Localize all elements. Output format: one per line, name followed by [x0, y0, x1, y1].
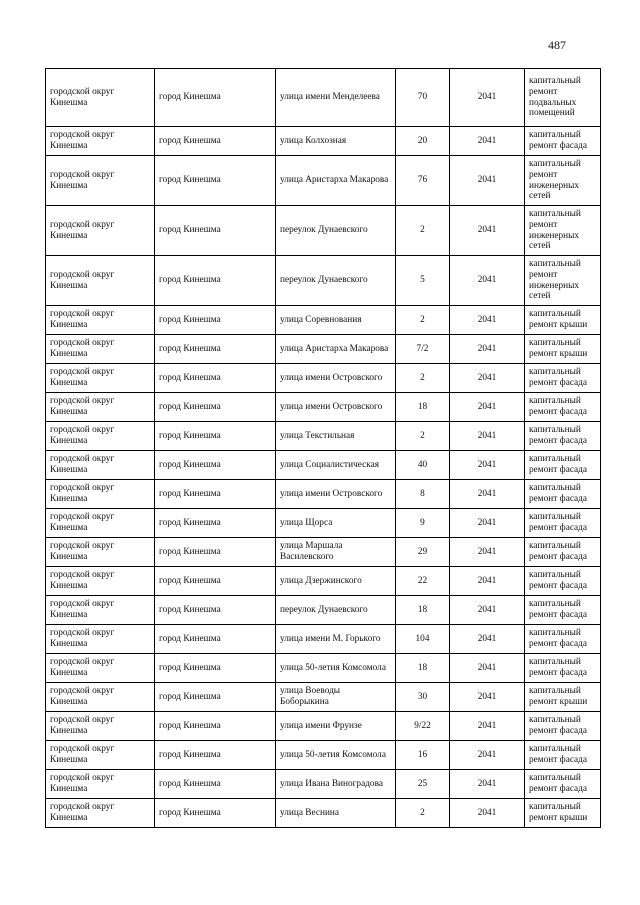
district-cell: городской округ Кинешма	[46, 156, 155, 206]
year-cell: 2041	[450, 799, 525, 828]
district-cell: городской округ Кинешма	[46, 712, 155, 741]
street-cell: улица Веснина	[276, 799, 396, 828]
table-row	[46, 422, 601, 451]
house-number-cell: 2	[396, 306, 450, 335]
locality-cell: город Кинешма	[155, 683, 276, 712]
year-cell: 2041	[450, 306, 525, 335]
house-number-cell: 70	[396, 69, 450, 127]
district-cell: городской округ Кинешма	[46, 654, 155, 683]
table-row	[46, 625, 601, 654]
street-cell: улица Соревнования	[276, 306, 396, 335]
table-row	[46, 156, 601, 206]
street-cell: улица имени Островского	[276, 393, 396, 422]
locality-cell: город Кинешма	[155, 127, 276, 156]
table-row	[46, 256, 601, 306]
street-cell: улица Ивана Виноградова	[276, 770, 396, 799]
locality-cell: город Кинешма	[155, 69, 276, 127]
house-number-cell: 9/22	[396, 712, 450, 741]
repair-schedule-table	[45, 68, 601, 828]
district-cell: городской округ Кинешма	[46, 306, 155, 335]
year-cell: 2041	[450, 654, 525, 683]
street-cell: улица имени Островского	[276, 364, 396, 393]
street-cell: улица 50-летия Комсомола	[276, 654, 396, 683]
table-row	[46, 799, 601, 828]
work-type-cell: капитальный ремонт фасада	[525, 741, 601, 770]
district-cell: городской округ Кинешма	[46, 683, 155, 712]
table-row	[46, 770, 601, 799]
work-type-cell: капитальный ремонт подвальных помещений	[525, 69, 601, 127]
work-type-cell: капитальный ремонт фасада	[525, 596, 601, 625]
table-row	[46, 306, 601, 335]
house-number-cell: 18	[396, 393, 450, 422]
street-cell: переулок Дунаевского	[276, 596, 396, 625]
work-type-cell: капитальный ремонт инженерных сетей	[525, 256, 601, 306]
house-number-cell: 30	[396, 683, 450, 712]
year-cell: 2041	[450, 480, 525, 509]
table-row	[46, 741, 601, 770]
locality-cell: город Кинешма	[155, 538, 276, 567]
street-cell: улица имени Менделеева	[276, 69, 396, 127]
table-row	[46, 364, 601, 393]
locality-cell: город Кинешма	[155, 422, 276, 451]
district-cell: городской округ Кинешма	[46, 770, 155, 799]
street-cell: улица имени Фрунзе	[276, 712, 396, 741]
street-cell: улица имени Островского	[276, 480, 396, 509]
year-cell: 2041	[450, 422, 525, 451]
work-type-cell: капитальный ремонт крыши	[525, 799, 601, 828]
table-row	[46, 712, 601, 741]
district-cell: городской округ Кинешма	[46, 422, 155, 451]
year-cell: 2041	[450, 538, 525, 567]
locality-cell: город Кинешма	[155, 741, 276, 770]
table-row	[46, 393, 601, 422]
year-cell: 2041	[450, 509, 525, 538]
locality-cell: город Кинешма	[155, 364, 276, 393]
year-cell: 2041	[450, 335, 525, 364]
locality-cell: город Кинешма	[155, 335, 276, 364]
locality-cell: город Кинешма	[155, 625, 276, 654]
district-cell: городской округ Кинешма	[46, 538, 155, 567]
work-type-cell: капитальный ремонт крыши	[525, 683, 601, 712]
work-type-cell: капитальный ремонт фасада	[525, 393, 601, 422]
street-cell: переулок Дунаевского	[276, 206, 396, 256]
district-cell: городской округ Кинешма	[46, 69, 155, 127]
work-type-cell: капитальный ремонт крыши	[525, 335, 601, 364]
year-cell: 2041	[450, 567, 525, 596]
work-type-cell: капитальный ремонт фасада	[525, 712, 601, 741]
house-number-cell: 5	[396, 256, 450, 306]
street-cell: переулок Дунаевского	[276, 256, 396, 306]
year-cell: 2041	[450, 451, 525, 480]
work-type-cell: капитальный ремонт фасада	[525, 364, 601, 393]
locality-cell: город Кинешма	[155, 451, 276, 480]
house-number-cell: 8	[396, 480, 450, 509]
house-number-cell: 29	[396, 538, 450, 567]
street-cell: улица имени М. Горького	[276, 625, 396, 654]
year-cell: 2041	[450, 364, 525, 393]
house-number-cell: 20	[396, 127, 450, 156]
year-cell: 2041	[450, 770, 525, 799]
table-row	[46, 69, 601, 127]
table-row	[46, 335, 601, 364]
district-cell: городской округ Кинешма	[46, 567, 155, 596]
year-cell: 2041	[450, 127, 525, 156]
house-number-cell: 2	[396, 799, 450, 828]
year-cell: 2041	[450, 625, 525, 654]
table-row	[46, 596, 601, 625]
table-row	[46, 451, 601, 480]
work-type-cell: капитальный ремонт фасада	[525, 654, 601, 683]
work-type-cell: капитальный ремонт инженерных сетей	[525, 156, 601, 206]
street-cell: улица 50-летия Комсомола	[276, 741, 396, 770]
house-number-cell: 25	[396, 770, 450, 799]
work-type-cell: капитальный ремонт инженерных сетей	[525, 206, 601, 256]
year-cell: 2041	[450, 156, 525, 206]
district-cell: городской округ Кинешма	[46, 451, 155, 480]
locality-cell: город Кинешма	[155, 393, 276, 422]
street-cell: улица Социалистическая	[276, 451, 396, 480]
district-cell: городской округ Кинешма	[46, 596, 155, 625]
district-cell: городской округ Кинешма	[46, 741, 155, 770]
district-cell: городской округ Кинешма	[46, 127, 155, 156]
work-type-cell: капитальный ремонт крыши	[525, 306, 601, 335]
locality-cell: город Кинешма	[155, 509, 276, 538]
locality-cell: город Кинешма	[155, 156, 276, 206]
year-cell: 2041	[450, 596, 525, 625]
house-number-cell: 76	[396, 156, 450, 206]
page-number: 487	[548, 38, 566, 52]
table-row	[46, 509, 601, 538]
district-cell: городской округ Кинешма	[46, 625, 155, 654]
district-cell: городской округ Кинешма	[46, 256, 155, 306]
locality-cell: город Кинешма	[155, 654, 276, 683]
table-row	[46, 480, 601, 509]
locality-cell: город Кинешма	[155, 206, 276, 256]
table-row	[46, 683, 601, 712]
locality-cell: город Кинешма	[155, 712, 276, 741]
table-row	[46, 538, 601, 567]
district-cell: городской округ Кинешма	[46, 364, 155, 393]
work-type-cell: капитальный ремонт фасада	[525, 509, 601, 538]
house-number-cell: 104	[396, 625, 450, 654]
year-cell: 2041	[450, 206, 525, 256]
year-cell: 2041	[450, 683, 525, 712]
year-cell: 2041	[450, 393, 525, 422]
locality-cell: город Кинешма	[155, 596, 276, 625]
district-cell: городской округ Кинешма	[46, 799, 155, 828]
street-cell: улица Аристарха Макарова	[276, 335, 396, 364]
house-number-cell: 18	[396, 654, 450, 683]
work-type-cell: капитальный ремонт фасада	[525, 451, 601, 480]
locality-cell: город Кинешма	[155, 799, 276, 828]
work-type-cell: капитальный ремонт фасада	[525, 422, 601, 451]
work-type-cell: капитальный ремонт фасада	[525, 538, 601, 567]
district-cell: городской округ Кинешма	[46, 480, 155, 509]
year-cell: 2041	[450, 741, 525, 770]
house-number-cell: 7/2	[396, 335, 450, 364]
district-cell: городской округ Кинешма	[46, 206, 155, 256]
street-cell: улица Маршала Василевского	[276, 538, 396, 567]
house-number-cell: 16	[396, 741, 450, 770]
house-number-cell: 9	[396, 509, 450, 538]
locality-cell: город Кинешма	[155, 480, 276, 509]
street-cell: улица Аристарха Макарова	[276, 156, 396, 206]
locality-cell: город Кинешма	[155, 567, 276, 596]
locality-cell: город Кинешма	[155, 256, 276, 306]
house-number-cell: 2	[396, 422, 450, 451]
house-number-cell: 2	[396, 206, 450, 256]
house-number-cell: 40	[396, 451, 450, 480]
work-type-cell: капитальный ремонт фасада	[525, 127, 601, 156]
street-cell: улица Колхозная	[276, 127, 396, 156]
house-number-cell: 18	[396, 596, 450, 625]
table-row	[46, 654, 601, 683]
year-cell: 2041	[450, 69, 525, 127]
table-row	[46, 206, 601, 256]
street-cell: улица Дзержинского	[276, 567, 396, 596]
year-cell: 2041	[450, 712, 525, 741]
work-type-cell: капитальный ремонт фасада	[525, 625, 601, 654]
district-cell: городской округ Кинешма	[46, 393, 155, 422]
work-type-cell: капитальный ремонт фасада	[525, 480, 601, 509]
locality-cell: город Кинешма	[155, 770, 276, 799]
street-cell: улица Воеводы Боборыкина	[276, 683, 396, 712]
work-type-cell: капитальный ремонт фасада	[525, 770, 601, 799]
table-body	[46, 69, 601, 828]
work-type-cell: капитальный ремонт фасада	[525, 567, 601, 596]
district-cell: городской округ Кинешма	[46, 509, 155, 538]
locality-cell: город Кинешма	[155, 306, 276, 335]
year-cell: 2041	[450, 256, 525, 306]
table-row	[46, 127, 601, 156]
street-cell: улица Щорса	[276, 509, 396, 538]
table-row	[46, 567, 601, 596]
district-cell: городской округ Кинешма	[46, 335, 155, 364]
house-number-cell: 22	[396, 567, 450, 596]
house-number-cell: 2	[396, 364, 450, 393]
street-cell: улица Текстильная	[276, 422, 396, 451]
